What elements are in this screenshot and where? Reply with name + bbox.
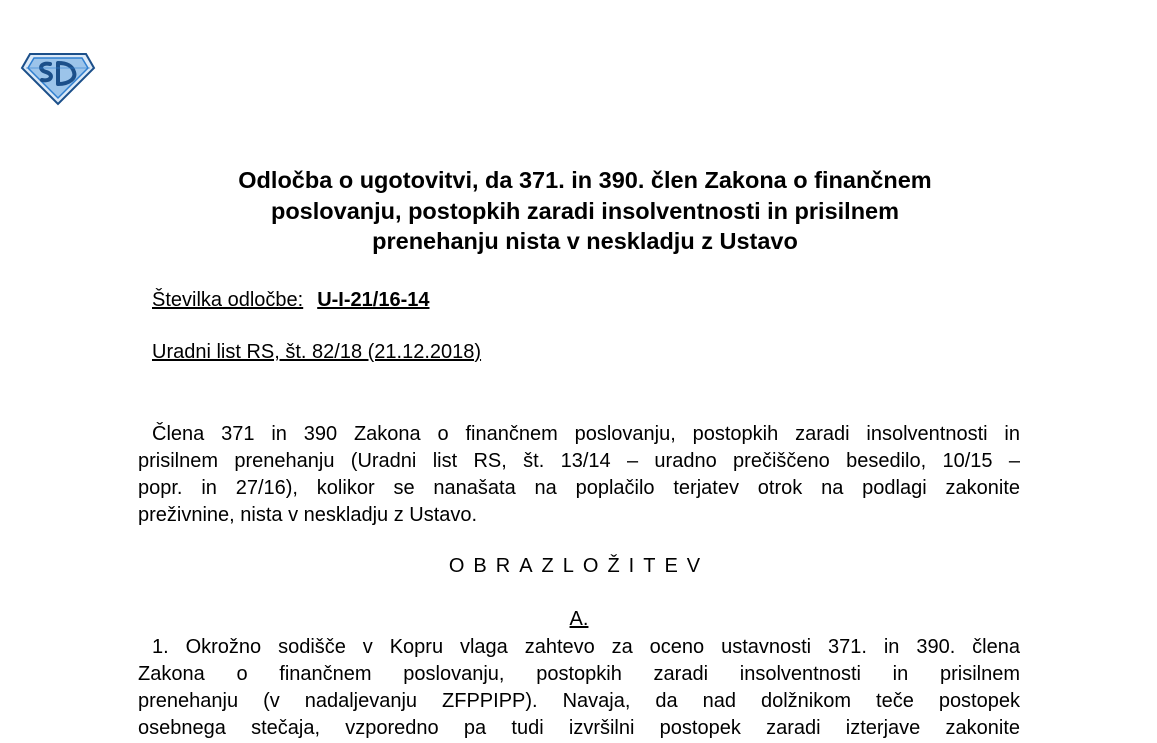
decision-number (152, 289, 429, 312)
section-heading-a: A. (569, 608, 589, 630)
document-title (140, 165, 1030, 257)
decision-number-label: Številka odločbe: (152, 289, 304, 311)
text-line: 1. Okrožno sodišče v Kopru vlaga zahtevo za oceno ustavnosti 371. in 390. člena (152, 636, 1020, 658)
title-line: poslovanju, postopkih zaradi insolventnosti in prisilnem (270, 197, 900, 224)
title-line: prenehanju nista v neskladju z Ustavo (372, 228, 798, 254)
text-line: preživnine, nista v neskladju z Ustavo. (138, 504, 478, 526)
text-line: osebnega stečaja, vzporedno pa tudi izvršilni postopek zaradi izterjave zakonite (138, 717, 1020, 739)
court-emblem-icon (20, 44, 96, 106)
text-line: prisilnem prenehanju (Uradni list RS, št. 13/14 – uradno prečiščeno besedilo, 10/15 – (138, 450, 1020, 472)
gazette-reference: Uradni list RS, št. 82/18 (21.12.2018) (152, 341, 482, 363)
text-line: popr. in 27/16), kolikor se nanašata na poplačilo terjatev otrok na podlagi zakonite (138, 477, 1020, 499)
title-line: Odločba o ugotovitvi, da 371. in 390. člen Zakona o finančnem (238, 167, 932, 193)
text-line: prenehanju (v nadaljevanju ZFPPIPP). Navaja, da nad dolžnikom teče postopek (138, 690, 1020, 712)
text-line: Člena 371 in 390 Zakona o finančnem poslovanju, postopkih zaradi insolventnosti in (152, 423, 1020, 445)
text-line: Zakona o finančnem poslovanju, postopkih zaradi insolventnosti in prisilnem (138, 663, 1020, 685)
operative-statement (138, 421, 1020, 529)
paragraph-1 (138, 634, 1020, 742)
reasoning-heading: OBRAZLOŽITEV (448, 555, 710, 577)
decision-number-value: U-I-21/16-14 (317, 289, 430, 311)
